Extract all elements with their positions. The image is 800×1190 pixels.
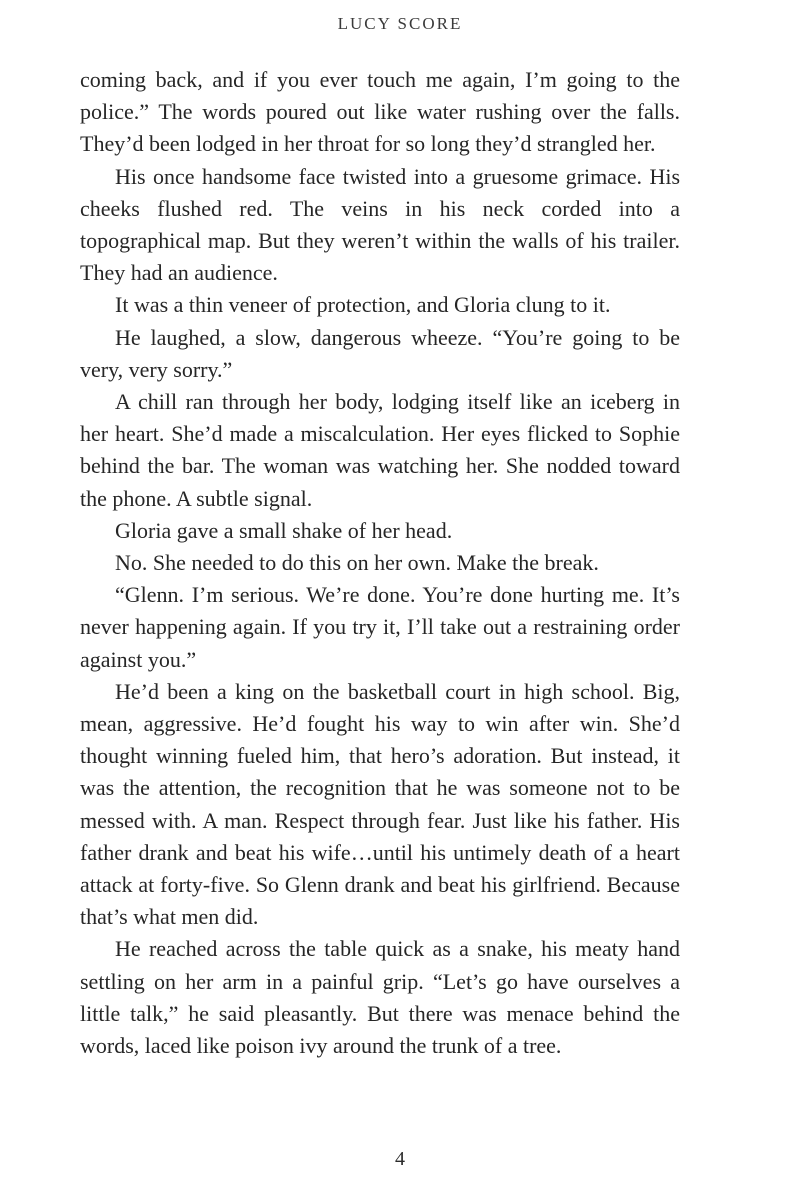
running-head: LUCY SCORE <box>337 14 463 33</box>
paragraph: He reached across the table quick as a snake, his meaty hand settling on her arm in a painful grip. “Let’s go have ourselves a little talk,” he said pleasantly. But there was menace behind the words, laced like poison ivy around the trunk of a tree. <box>80 936 680 1059</box>
paragraph: No. She needed to do this on her own. Make the break. <box>115 550 599 576</box>
paragraph: coming back, and if you ever touch me again, I’m going to the police.” The words poured out like water rushing over the falls. They’d been lodged in her throat for so long they’d strangled her. <box>80 67 680 157</box>
body-text <box>80 64 680 1062</box>
page-number: 4 <box>395 1148 405 1170</box>
paragraph: He’d been a king on the basketball court in high school. Big, mean, aggressive. He’d fought his way to win after win. She’d thought winning fueled him, that hero’s adoration. But instead, it was the attention, the recognition that he was someone not to be messed with. A man. Respect through fear. Just like his father. His father drank and beat his wife…until his untimely death of a heart attack at forty-five. So Glenn drank and beat his girlfriend. Because that’s what men did. <box>80 678 680 930</box>
paragraph: He laughed, a slow, dangerous wheeze. “You’re going to be very, very sorry.” <box>80 324 680 382</box>
paragraph: A chill ran through her body, lodging itself like an iceberg in her heart. She’d made a miscalculation. Her eyes flicked to Sophie behind the bar. The woman was watching her. She nodded toward the phone. A subtle signal. <box>80 389 680 511</box>
paragraph: His once handsome face twisted into a gruesome grimace. His cheeks flushed red. The veins in his neck corded into a topographical map. But they weren’t within the walls of his trailer. They had an audience. <box>80 163 680 286</box>
paragraph: It was a thin veneer of protection, and Gloria clung to it. <box>115 292 611 318</box>
paragraph: “Glenn. I’m serious. We’re done. You’re done hurting me. It’s never happening again. If you try it, I’ll take out a restraining order against you.” <box>80 582 680 672</box>
paragraph: Gloria gave a small shake of her head. <box>115 517 453 543</box>
